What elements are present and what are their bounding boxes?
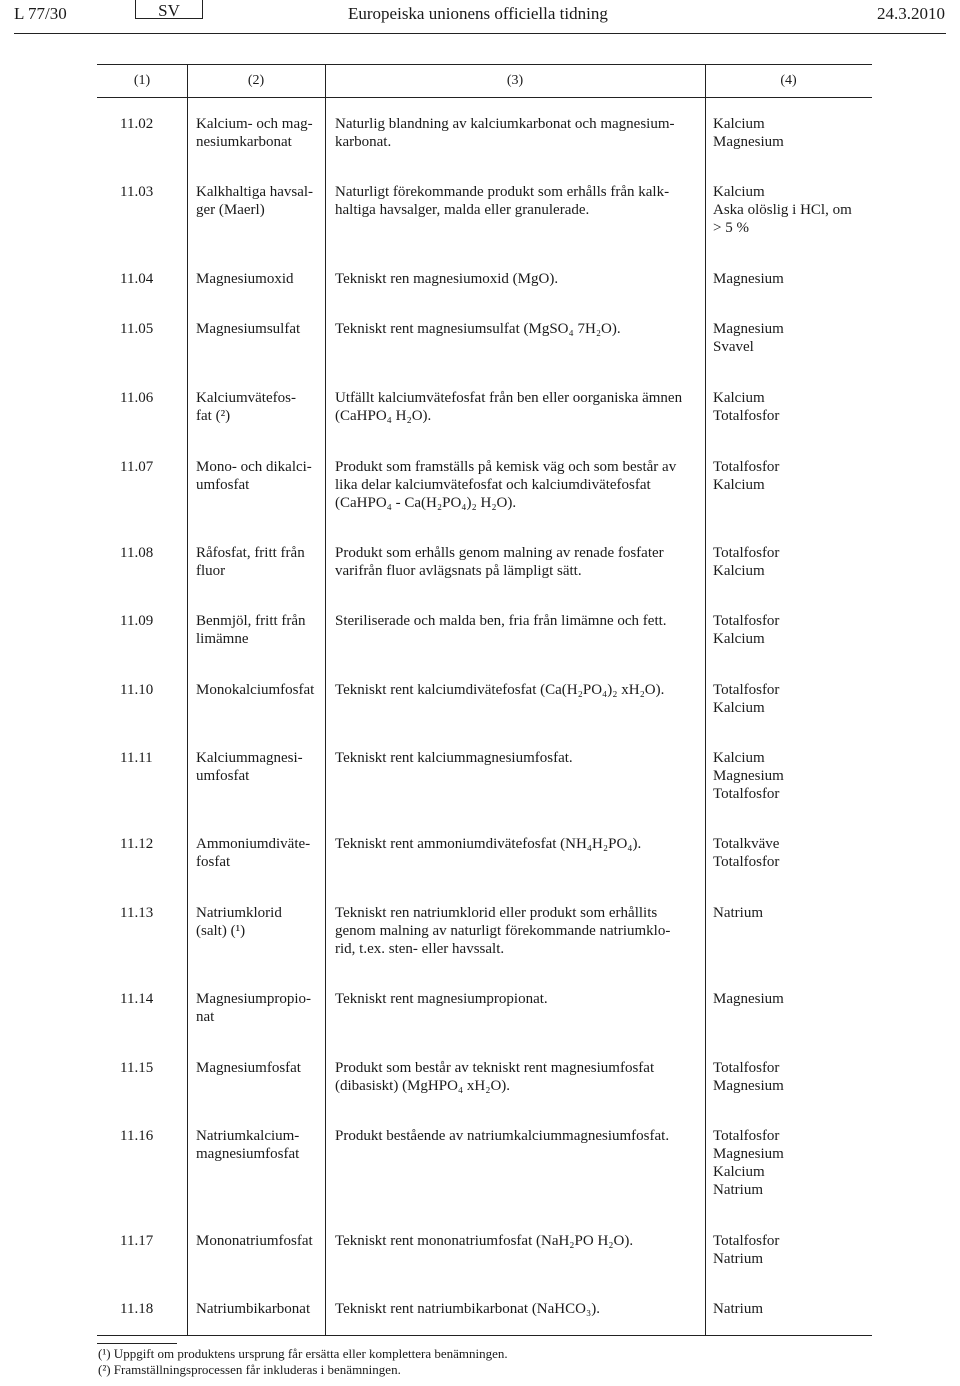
substance-name-line: limämne bbox=[196, 631, 249, 647]
substance-name-line: Kalkhaltiga havsal- bbox=[196, 184, 314, 200]
substance-description bbox=[335, 612, 697, 630]
substance-name-line: magnesiumfosfat bbox=[196, 1146, 300, 1162]
column-header-1: (1) bbox=[133, 73, 151, 88]
substance-description-line: rid, t.ex. sten- eller havssalt. bbox=[335, 941, 505, 957]
substance-description-line: (CaHPO₄ H₂O). bbox=[335, 408, 432, 424]
declared-elements-line: Totalfosfor bbox=[713, 545, 780, 561]
column-divider bbox=[187, 64, 188, 1335]
footnote-2: (²) Framställningsprocessen får inkluderas i benämningen. bbox=[98, 1362, 401, 1377]
row-number: 11.04 bbox=[120, 271, 154, 287]
declared-elements-line: Magnesium bbox=[713, 991, 784, 1007]
substance-description-line: Tekniskt ren natriumklorid eller produkt som erhållits bbox=[335, 905, 658, 921]
declared-elements bbox=[713, 1300, 873, 1318]
substance-name bbox=[196, 1232, 319, 1250]
declared-elements bbox=[713, 1059, 873, 1095]
row-number: 11.09 bbox=[120, 613, 154, 629]
declared-elements-line: Totalfosfor bbox=[713, 786, 780, 802]
declared-elements-line: Kalcium bbox=[713, 477, 765, 493]
substance-description bbox=[335, 904, 697, 958]
substance-name bbox=[196, 749, 319, 785]
declared-elements-line: Totalfosfor bbox=[713, 1128, 780, 1144]
substance-description-line: varifrån fluor avlägsnats på lämpligt sätt. bbox=[335, 563, 582, 579]
substance-description-line: Tekniskt rent magnesiumsulfat (MgSO₄ 7H₂O). bbox=[335, 321, 621, 337]
declared-elements-line: Totalfosfor bbox=[713, 682, 780, 698]
substance-name-line: Natriumkalcium- bbox=[196, 1128, 300, 1144]
substance-name-line: Benmjöl, fritt från bbox=[196, 613, 306, 629]
declared-elements-line: Totalfosfor bbox=[713, 1060, 780, 1076]
footnote-rule bbox=[97, 1343, 177, 1344]
row-number: 11.17 bbox=[120, 1233, 154, 1249]
column-divider bbox=[705, 64, 706, 1335]
substance-name bbox=[196, 115, 319, 151]
column-divider bbox=[325, 64, 326, 1335]
column-header-3: (3) bbox=[506, 73, 524, 88]
substance-description-line: Tekniskt rent magnesiumpropionat. bbox=[335, 991, 548, 1007]
substance-description-line: (CaHPO₄ - Ca(H₂PO₄)₂ H₂O). bbox=[335, 495, 517, 511]
declared-elements-line: Totalfosfor bbox=[713, 459, 780, 475]
substance-description-line: Utfällt kalciumvätefosfat från ben eller oorganiska ämnen bbox=[335, 390, 683, 406]
substance-description-line: Produkt som erhålls genom malning av renade fosfater bbox=[335, 545, 664, 561]
substance-name-line: Mono- och dikalci- bbox=[196, 459, 312, 475]
row-number: 11.16 bbox=[120, 1128, 154, 1144]
substance-description-line: (dibasiskt) (MgHPO₄ xH₂O). bbox=[335, 1078, 511, 1094]
footnote-1: (¹) Uppgift om produktens ursprung får ersätta eller komplettera benämningen. bbox=[98, 1346, 508, 1361]
declared-elements bbox=[713, 270, 873, 288]
row-number: 11.11 bbox=[120, 750, 153, 766]
declared-elements-line: Kalcium bbox=[713, 631, 765, 647]
substance-description bbox=[335, 270, 697, 288]
substance-description-line: karbonat. bbox=[335, 134, 392, 150]
substance-name bbox=[196, 835, 319, 871]
declared-elements-line: Magnesium bbox=[713, 768, 784, 784]
language-code: SV bbox=[158, 1, 180, 20]
declared-elements-line: Kalcium bbox=[713, 390, 765, 406]
substance-name-line: Magnesiumsulfat bbox=[196, 321, 301, 337]
substance-name bbox=[196, 612, 319, 648]
substance-name-line: Magnesiumoxid bbox=[196, 271, 294, 287]
declared-elements bbox=[713, 681, 873, 717]
declared-elements bbox=[713, 904, 873, 922]
declared-elements-line: Kalcium bbox=[713, 184, 765, 200]
substance-name-line: ger (Maerl) bbox=[196, 202, 265, 218]
declared-elements bbox=[713, 1127, 873, 1199]
declared-elements bbox=[713, 389, 873, 425]
publication-date: 24.3.2010 bbox=[877, 4, 945, 23]
declared-elements-line: Magnesium bbox=[713, 1146, 784, 1162]
substance-name bbox=[196, 544, 319, 580]
row-number: 11.03 bbox=[120, 184, 154, 200]
substance-description-line: haltiga havsalger, malda eller granulerade. bbox=[335, 202, 590, 218]
table-top-rule bbox=[97, 64, 872, 65]
substance-name bbox=[196, 990, 319, 1026]
declared-elements-line: Aska olöslig i HCl, om bbox=[713, 202, 852, 218]
declared-elements-line: Totalfosfor bbox=[713, 1233, 780, 1249]
declared-elements bbox=[713, 835, 873, 871]
declared-elements-line: Kalcium bbox=[713, 750, 765, 766]
substance-name-line: Råfosfat, fritt från bbox=[196, 545, 305, 561]
declared-elements bbox=[713, 320, 873, 356]
journal-title: Europeiska unionens officiella tidning bbox=[348, 4, 608, 23]
row-number: 11.07 bbox=[120, 459, 154, 475]
declared-elements-line: Totalfosfor bbox=[713, 854, 780, 870]
substance-description bbox=[335, 1232, 697, 1250]
row-number: 11.18 bbox=[120, 1301, 154, 1317]
substance-description-line: Steriliserade och malda ben, fria från limämne och fett. bbox=[335, 613, 667, 629]
declared-elements bbox=[713, 458, 873, 494]
declared-elements bbox=[713, 183, 873, 237]
substance-description bbox=[335, 115, 697, 151]
declared-elements-line: Kalcium bbox=[713, 700, 765, 716]
substance-name bbox=[196, 1127, 319, 1163]
substance-name bbox=[196, 270, 319, 288]
substance-name bbox=[196, 389, 319, 425]
substance-description-line: Tekniskt rent mononatriumfosfat (NaH₂PO H₂O). bbox=[335, 1233, 634, 1249]
table-bottom-rule bbox=[97, 1335, 872, 1336]
declared-elements-line: Natrium bbox=[713, 1182, 763, 1198]
declared-elements-line: Svavel bbox=[713, 339, 754, 355]
substance-name bbox=[196, 1300, 319, 1318]
declared-elements bbox=[713, 612, 873, 648]
row-number: 11.08 bbox=[120, 545, 154, 561]
declared-elements bbox=[713, 115, 873, 151]
substance-description bbox=[335, 681, 697, 699]
substance-description bbox=[335, 749, 697, 767]
substance-name-line: Kalciumvätefos- bbox=[196, 390, 296, 406]
declared-elements bbox=[713, 1232, 873, 1268]
substance-description-line: Naturlig blandning av kalciumkarbonat och magnesium- bbox=[335, 116, 675, 132]
substance-description bbox=[335, 389, 697, 425]
substance-name-line: Magnesiumpropio- bbox=[196, 991, 311, 1007]
substance-description-line: Produkt bestående av natriumkalciummagnesiumfosfat. bbox=[335, 1128, 670, 1144]
substance-description bbox=[335, 1127, 697, 1145]
substance-name-line: fluor bbox=[196, 563, 226, 579]
declared-elements-line: Kalcium bbox=[713, 116, 765, 132]
substance-name bbox=[196, 458, 319, 494]
row-number: 11.06 bbox=[120, 390, 154, 406]
substance-name-line: Natriumbikarbonat bbox=[196, 1301, 311, 1317]
substance-description-line: Tekniskt rent natriumbikarbonat (NaHCO₃). bbox=[335, 1301, 600, 1317]
substance-name-line: Natriumklorid bbox=[196, 905, 282, 921]
substance-name bbox=[196, 183, 319, 219]
substance-name-line: Kalcium- och mag- bbox=[196, 116, 313, 132]
substance-description bbox=[335, 1300, 697, 1318]
declared-elements-line: > 5 % bbox=[713, 220, 749, 236]
substance-name-line: Kalciummagnesi- bbox=[196, 750, 303, 766]
substance-name bbox=[196, 904, 319, 940]
substance-description-line: Naturligt förekommande produkt som erhålls från kalk- bbox=[335, 184, 670, 200]
declared-elements-line: Totalfosfor bbox=[713, 408, 780, 424]
substance-name-line: Magnesiumfosfat bbox=[196, 1060, 301, 1076]
declared-elements-line: Magnesium bbox=[713, 134, 784, 150]
substance-name-line: Monokalciumfosfat bbox=[196, 682, 315, 698]
declared-elements-line: Natrium bbox=[713, 1301, 763, 1317]
row-number: 11.10 bbox=[120, 682, 154, 698]
substance-name bbox=[196, 681, 319, 699]
row-number: 11.15 bbox=[120, 1060, 154, 1076]
substance-description bbox=[335, 183, 697, 219]
declared-elements-line: Magnesium bbox=[713, 321, 784, 337]
header-rule bbox=[14, 33, 946, 34]
column-header-4: (4) bbox=[780, 73, 797, 88]
row-number: 11.13 bbox=[120, 905, 154, 921]
declared-elements-line: Kalcium bbox=[713, 1164, 765, 1180]
declared-elements-line: Totalkväve bbox=[713, 836, 780, 852]
declared-elements-line: Natrium bbox=[713, 1251, 763, 1267]
substance-name-line: umfosfat bbox=[196, 768, 250, 784]
declared-elements-line: Kalcium bbox=[713, 563, 765, 579]
substance-name-line: (salt) (¹) bbox=[196, 923, 246, 939]
substance-description-line: Tekniskt rent ammoniumdivätefosfat (NH₄H₂PO₄). bbox=[335, 836, 642, 852]
substance-name-line: nesiumkarbonat bbox=[196, 134, 292, 150]
substance-description-line: Tekniskt ren magnesiumoxid (MgO). bbox=[335, 271, 559, 287]
declared-elements-line: Magnesium bbox=[713, 271, 784, 287]
substance-description-line: Tekniskt rent kalciummagnesiumfosfat. bbox=[335, 750, 573, 766]
substance-description-line: Produkt som framställs på kemisk väg och som består av bbox=[335, 459, 677, 475]
substance-description-line: Produkt som består av tekniskt rent magnesiumfosfat bbox=[335, 1060, 655, 1076]
row-number: 11.02 bbox=[120, 116, 154, 132]
substance-name-line: fosfat bbox=[196, 854, 231, 870]
substance-description-line: lika delar kalciumvätefosfat och kalciumdivätefosfat bbox=[335, 477, 651, 493]
declared-elements bbox=[713, 990, 873, 1008]
declared-elements-line: Totalfosfor bbox=[713, 613, 780, 629]
substance-name bbox=[196, 320, 319, 338]
row-number: 11.14 bbox=[120, 991, 154, 1007]
declared-elements bbox=[713, 544, 873, 580]
substance-name-line: nat bbox=[196, 1009, 215, 1025]
substance-name-line: umfosfat bbox=[196, 477, 250, 493]
substance-description bbox=[335, 458, 697, 512]
page-reference: L 77/30 bbox=[14, 4, 67, 23]
row-number: 11.12 bbox=[120, 836, 154, 852]
substance-description bbox=[335, 990, 697, 1008]
substance-name-line: Ammoniumdiväte- bbox=[196, 836, 311, 852]
column-header-2: (2) bbox=[247, 73, 265, 88]
substance-description-line: Tekniskt rent kalciumdivätefosfat (Ca(H₂PO₄)₂ xH₂O). bbox=[335, 682, 665, 698]
substance-name-line: fat (²) bbox=[196, 408, 231, 424]
substance-description bbox=[335, 320, 697, 338]
substance-description bbox=[335, 835, 697, 853]
substance-description bbox=[335, 1059, 697, 1095]
substance-description bbox=[335, 544, 697, 580]
substance-name bbox=[196, 1059, 319, 1077]
row-number: 11.05 bbox=[120, 321, 154, 337]
substance-name-line: Mononatriumfosfat bbox=[196, 1233, 313, 1249]
substance-description-line: genom malning av naturligt förekommande natriumklo- bbox=[335, 923, 671, 939]
declared-elements bbox=[713, 749, 873, 803]
table-header-rule bbox=[97, 97, 872, 98]
declared-elements-line: Magnesium bbox=[713, 1078, 784, 1094]
language-badge bbox=[135, 0, 203, 19]
declared-elements-line: Natrium bbox=[713, 905, 763, 921]
